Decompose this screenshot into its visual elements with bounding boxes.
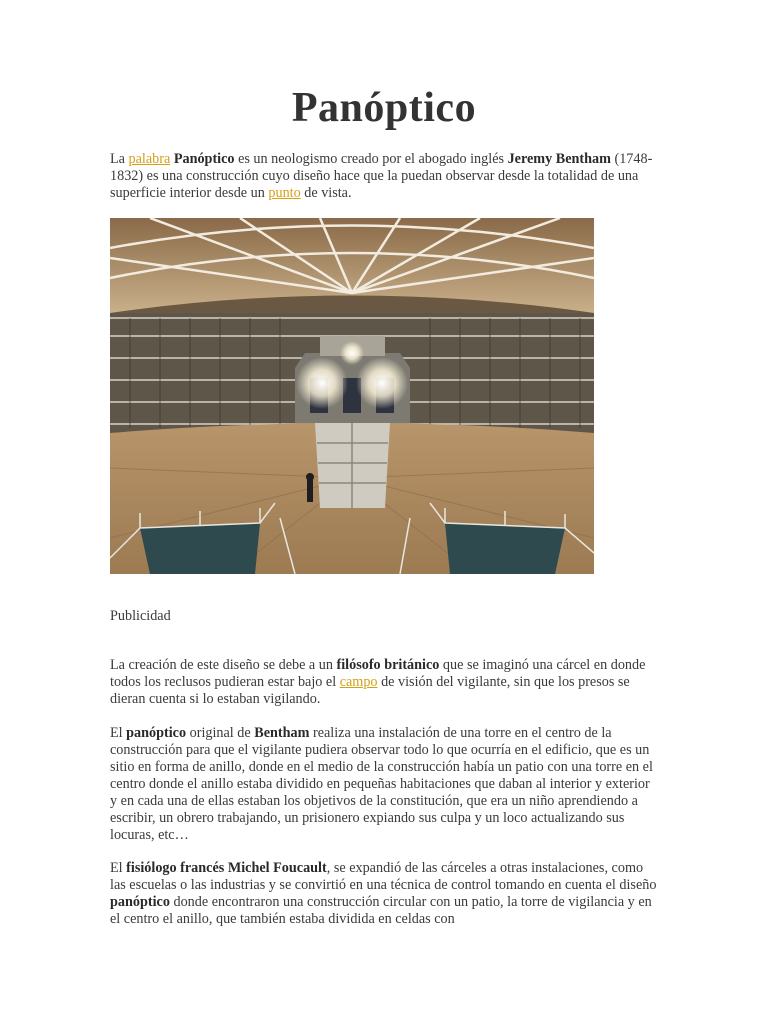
- text-run: realiza una instalación de una torre en el centro de la construcción para que el vigilante pudiera observar todo lo que ocurría en el edificio, que es un sitio en forma de anillo, donde en el medio de la construcción había un patio con una torre en el centro donde el anillo estaba dividido en pequeñas habitaciones que daban al interior y exterior y en cada una de ellas estaban los objetivos de la constitución, que era un niño aprendiendo a escribir, un obrero trabajando, un prisionero expiando sus culpa y un loco actualizando sus locuras, etc…: [110, 725, 653, 843]
- advertising-label: Publicidad: [110, 608, 171, 624]
- text-run: La creación de este diseño se debe a un: [110, 657, 337, 673]
- text-run: que se imaginó una cárcel en donde todos los reclusos pudieran estar bajo el: [110, 657, 646, 690]
- text-run: de visión del vigilante, sin que los presos se dieran cuenta si lo estaban vigilando.: [110, 674, 630, 707]
- bold-term: panóptico: [110, 894, 170, 910]
- link-palabra[interactable]: palabra: [128, 151, 171, 167]
- bold-term: Jeremy Bentham: [507, 151, 611, 167]
- paragraph-creation: [110, 657, 660, 708]
- paragraph-original: [110, 725, 660, 844]
- text-run: es un neologismo creado por el abogado inglés: [234, 151, 508, 167]
- text-run: donde encontraron una construcción circular con un patio, la torre de vigilancia y en el centro el anillo, que también estaba dividida en celdas con: [110, 894, 652, 927]
- text-run: original de: [186, 725, 255, 741]
- paragraph-foucault: [110, 860, 660, 928]
- bold-term: Panóptico: [173, 151, 235, 167]
- bold-term: filósofo británico: [336, 657, 440, 673]
- text-run: El: [110, 725, 127, 741]
- text-run: de vista.: [300, 185, 352, 201]
- bold-term: fisiólogo francés Michel Foucault: [126, 860, 327, 876]
- bold-term: Bentham: [254, 725, 310, 741]
- link-campo[interactable]: campo: [339, 674, 378, 690]
- text-run: La: [110, 151, 129, 167]
- intro-paragraph: [110, 151, 660, 202]
- bold-term: panóptico: [126, 725, 187, 741]
- page-title: Panóptico: [291, 85, 477, 131]
- panopticon-photo: [110, 218, 594, 574]
- link-punto[interactable]: punto: [268, 185, 301, 201]
- text-run: (1748- 1832) es una construcción cuyo diseño hace que la puedan observar desde la totalidad de una superficie interior desde un: [110, 151, 653, 201]
- text-run: El: [110, 860, 127, 876]
- text-run: , se expandió de las cárceles a otras instalaciones, como las escuelas o las industrias y se convirtió en una técnica de control tomando en cuenta el diseño: [110, 860, 657, 893]
